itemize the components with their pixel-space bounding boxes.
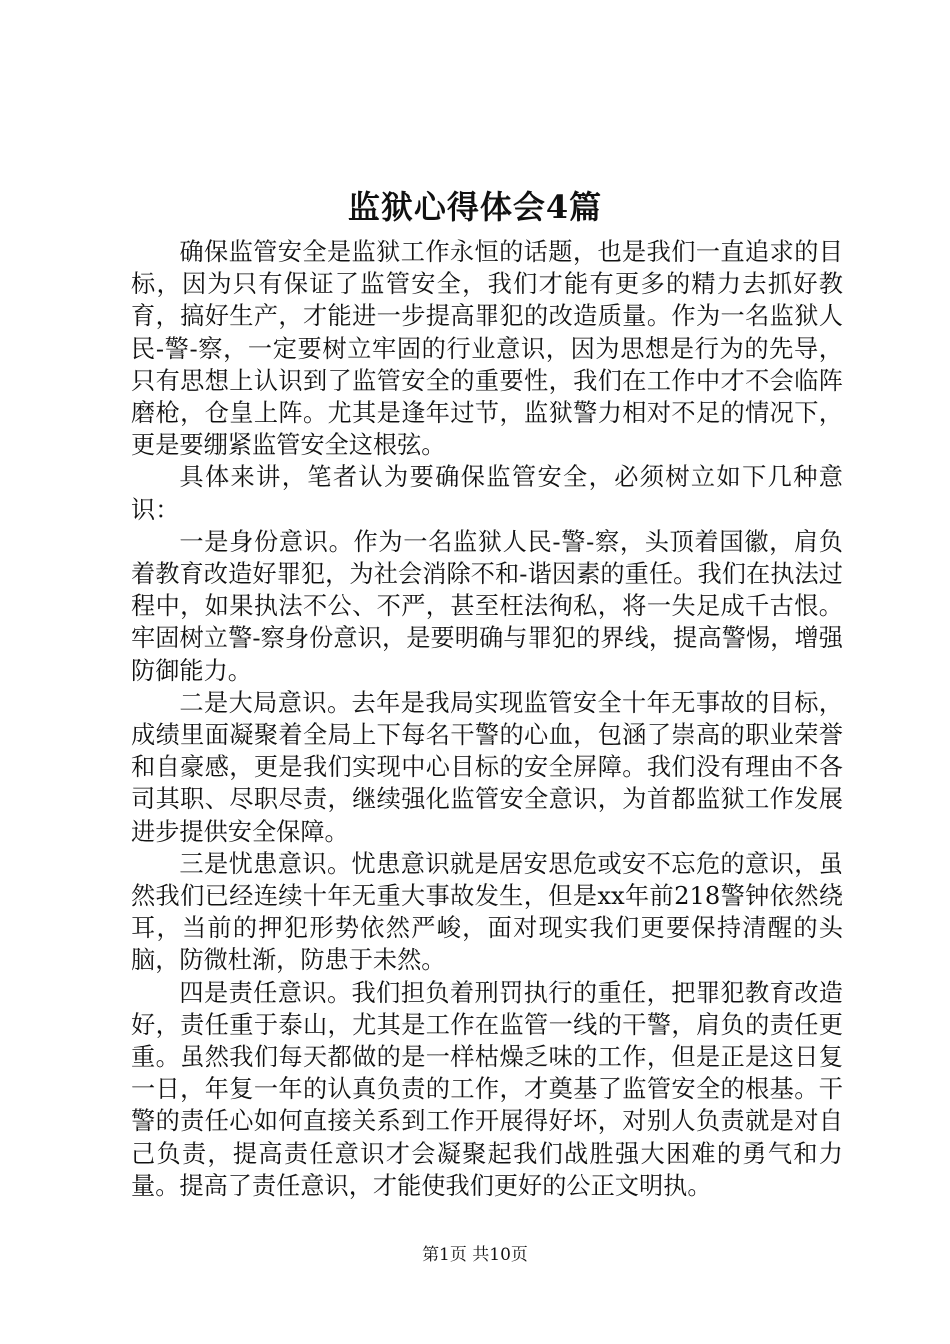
page-number-footer: 第1页 共10页: [422, 1245, 528, 1265]
paragraph: 确保监管安全是监狱工作永恒的话题，也是我们一直追求的目标，因为只有保证了监管安全，我们才能有更多的精力去抓好教育，搞好生产，才能进一步提高罪犯的改造质量。作为一名监狱人民-警-察，一定要树立牢固的行业意识，因为思想是行为的先导，只有思想上认识到了监管安全的重要性，我们在工作中才不会临阵磨枪，仓皇上阵。尤其是逢年过节，监狱警力相对不足的情况下，更是要绷紧监管安全这根弦。: [131, 238, 843, 460]
document-body: [131, 236, 843, 1202]
paragraph: 二是大局意识。去年是我局实现监管安全十年无事故的目标，成绩里面凝聚着全局上下每名干警的心血，包涵了崇高的职业荣誉和自豪感，更是我们实现中心目标的安全屏障。我们没有理由不各司其职、尽职尽责，继续强化监管安全意识，为首都监狱工作发展进步提供安全保障。: [131, 688, 843, 846]
paragraph: 具体来讲，笔者认为要确保监管安全，必须树立如下几种意识：: [131, 463, 843, 524]
document-title: 监狱心得体会4篇: [347, 188, 603, 226]
paragraph: 三是忧患意识。忧患意识就是居安思危或安不忘危的意识，虽然我们已经连续十年无重大事故发生，但是xx年前218警钟依然绕耳，当前的押犯形势依然严峻，面对现实我们更要保持清醒的头脑，防微杜渐，防患于未然。: [131, 849, 843, 975]
paragraph: 四是责任意识。我们担负着刑罚执行的重任，把罪犯教育改造好，责任重于泰山，尤其是工作在监管一线的干警，肩负的责任更重。虽然我们每天都做的是一样枯燥乏味的工作，但是正是这日复一日，年复一年的认真负责的工作，才奠基了监管安全的根基。干警的责任心如何直接关系到工作开展得好坏，对别人负责就是对自己负责，提高责任意识才会凝聚起我们战胜强大困难的勇气和力量。提高了责任意识，才能使我们更好的公正文明执。: [131, 978, 843, 1200]
paragraph: 一是身份意识。作为一名监狱人民-警-察，头顶着国徽，肩负着教育改造好罪犯，为社会消除不和-谐因素的重任。我们在执法过程中，如果执法不公、不严，甚至枉法徇私，将一失足成千古恨。牢固树立警-察身份意识，是要明确与罪犯的界线，提高警惕，增强防御能力。: [131, 527, 843, 685]
